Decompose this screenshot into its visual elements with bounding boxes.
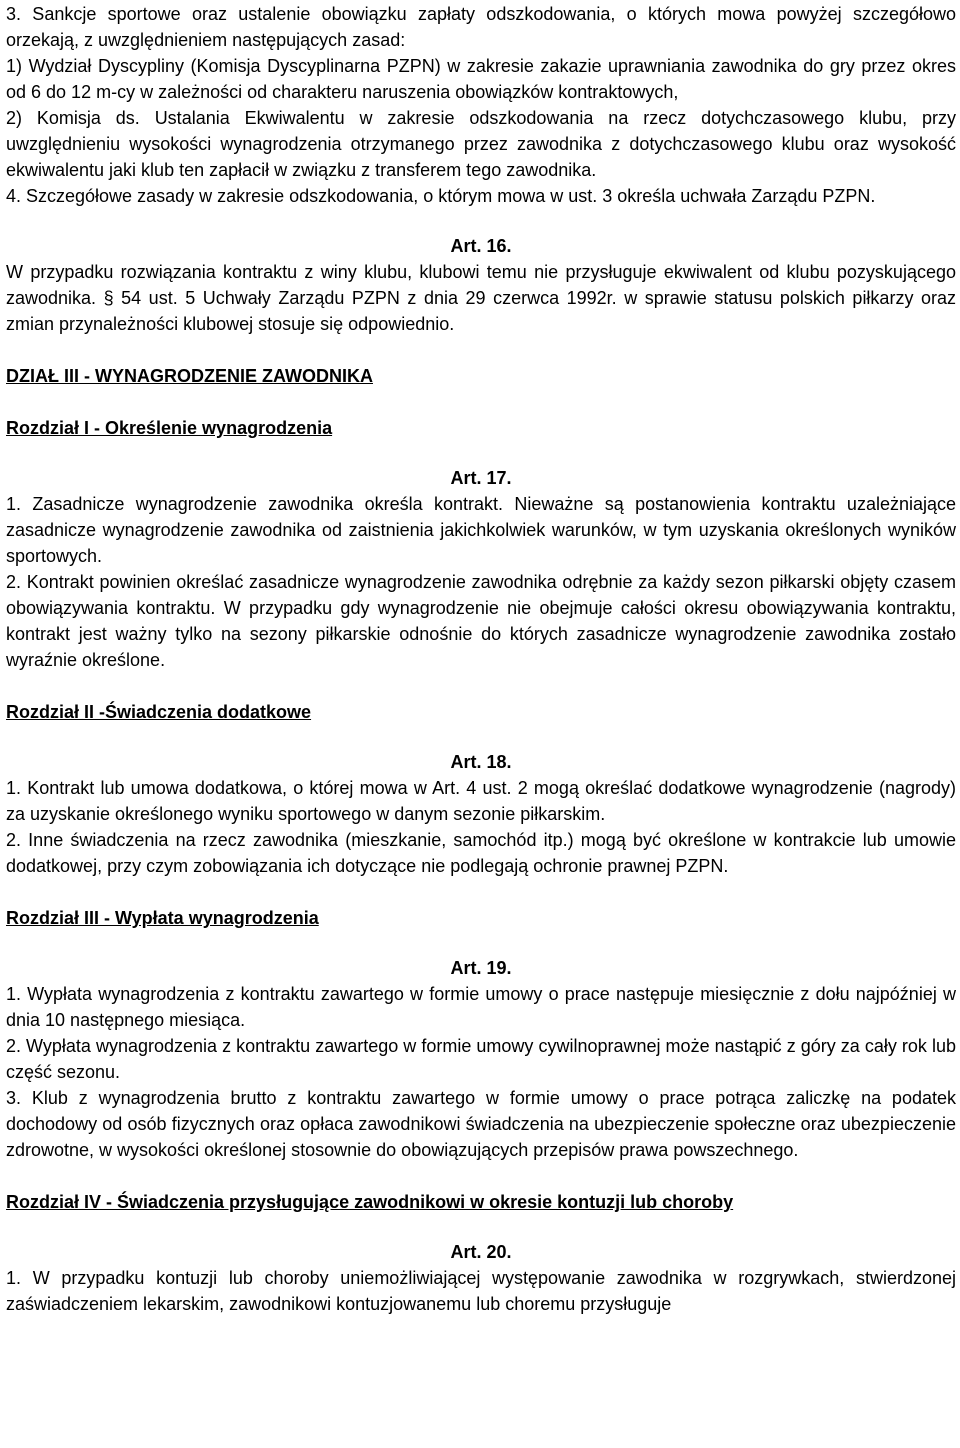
article-19-paragraph-3: 3. Klub z wynagrodzenia brutto z kontraktu zawartego w formie umowy o prace potrąca zaliczkę na podatek dochodowy od osób fizycznych oraz opłaca zawodnikowi świadczenia na ubezpieczenie społeczne oraz ubezpieczenie zdrowotne, w wysokości określonej stosownie do obowiązujących przepisów prawa powszechnego. [6, 1088, 956, 1160]
chapter-title-4: Rozdział IV - Świadczenia przysługujące zawodnikowi w okresie kontuzji lub choroby [6, 1192, 734, 1212]
article-19-paragraph-2: 2. Wypłata wynagrodzenia z kontraktu zawartego w formie umowy cywilnoprawnej może nastąpić z góry za cały rok lub część sezonu. [6, 1036, 956, 1082]
article-18-paragraph-2: 2. Inne świadczenia na rzecz zawodnika (mieszkanie, samochód itp.) mogą być określone w kontrakcie lub umowie dodatkowej, przy czym zobowiązania ich dotyczące nie podlegają ochronie prawnej PZPN. [6, 830, 956, 876]
article-17-paragraph-1: 1. Zasadnicze wynagrodzenie zawodnika określa kontrakt. Nieważne są postanowienia kontraktu uzależniające zasadnicze wynagrodzenie zawodnika od zaistnienia jakichkolwiek warunków, w tym uzyskania określonych wyników sportowych. [6, 494, 956, 566]
article-16-title: Art. 16. [450, 236, 512, 256]
article-20-paragraph-1: 1. W przypadku kontuzji lub choroby uniemożliwiającej występowanie zawodnika w rozgrywkach, stwierdzonej zaświadczeniem lekarskim, zawodnikowi kontuzjowanemu lub choremu przysługuje [6, 1268, 956, 1314]
article-17-title: Art. 17. [450, 468, 512, 488]
chapter-title-3: Rozdział III - Wypłata wynagrodzenia [6, 908, 319, 928]
paragraph-3-sanctions: 3. Sankcje sportowe oraz ustalenie obowiązku zapłaty odszkodowania, o których mowa powyżej szczegółowo orzekają, z uwzględnieniem następujących zasad: [6, 4, 956, 50]
article-16-paragraph: W przypadku rozwiązania kontraktu z winy klubu, klubowi temu nie przysługuje ekwiwalent od klubu pozyskującego zawodnika. § 54 ust. 5 Uchwały Zarządu PZPN z dnia 29 czerwca 1992r. w sprawie statusu polskich piłkarzy oraz zmian przynależności klubowej stosuje się odpowiednio. [6, 262, 956, 334]
paragraph-4: 4. Szczegółowe zasady w zakresie odszkodowania, o którym mowa w ust. 3 określa uchwała Zarządu PZPN. [6, 186, 876, 206]
chapter-title-2: Rozdział II -Świadczenia dodatkowe [6, 702, 312, 722]
section-title-dzial-3: DZIAŁ III - WYNAGRODZENIE ZAWODNIKA [6, 366, 373, 386]
document-page [6, 1, 956, 1317]
chapter-title-1: Rozdział I - Określenie wynagrodzenia [6, 418, 333, 438]
article-20-title: Art. 20. [450, 1242, 512, 1262]
article-18-title: Art. 18. [450, 752, 512, 772]
paragraph-point-2: 2) Komisja ds. Ustalania Ekwiwalentu w zakresie odszkodowania na rzecz dotychczasowego klubu, przy uwzględnieniu wysokości wynagrodzenia otrzymanego przez zawodnika z dotychczasowego klubu oraz wysokość ekwiwalentu jaki klub ten zapłacił w związku z transferem tego zawodnika. [6, 108, 956, 180]
article-17-paragraph-2: 2. Kontrakt powinien określać zasadnicze wynagrodzenie zawodnika odrębnie za każdy sezon piłkarski objęty czasem obowiązywania kontraktu. W przypadku gdy wynagrodzenie nie obejmuje całości okresu obowiązywania kontraktu, kontrakt jest ważny tylko na sezony piłkarskie odnośnie do których zasadnicze wynagrodzenie zawodnika zostało wyraźnie określone. [6, 572, 956, 670]
paragraph-point-1: 1) Wydział Dyscypliny (Komisja Dyscyplinarna PZPN) w zakresie zakazie uprawniania zawodnika do gry przez okres od 6 do 12 m-cy w zależności od charakteru naruszenia obowiązków kontraktowych, [6, 56, 956, 102]
article-18-paragraph-1: 1. Kontrakt lub umowa dodatkowa, o której mowa w Art. 4 ust. 2 mogą określać dodatkowe wynagrodzenie (nagrody) za uzyskanie określonego wyniku sportowego w danym sezonie piłkarskim. [6, 778, 956, 824]
article-19-title: Art. 19. [450, 958, 512, 978]
article-19-paragraph-1: 1. Wypłata wynagrodzenia z kontraktu zawartego w formie umowy o prace następuje miesięcznie z dołu najpóźniej w dnia 10 następnego miesiąca. [6, 984, 956, 1030]
